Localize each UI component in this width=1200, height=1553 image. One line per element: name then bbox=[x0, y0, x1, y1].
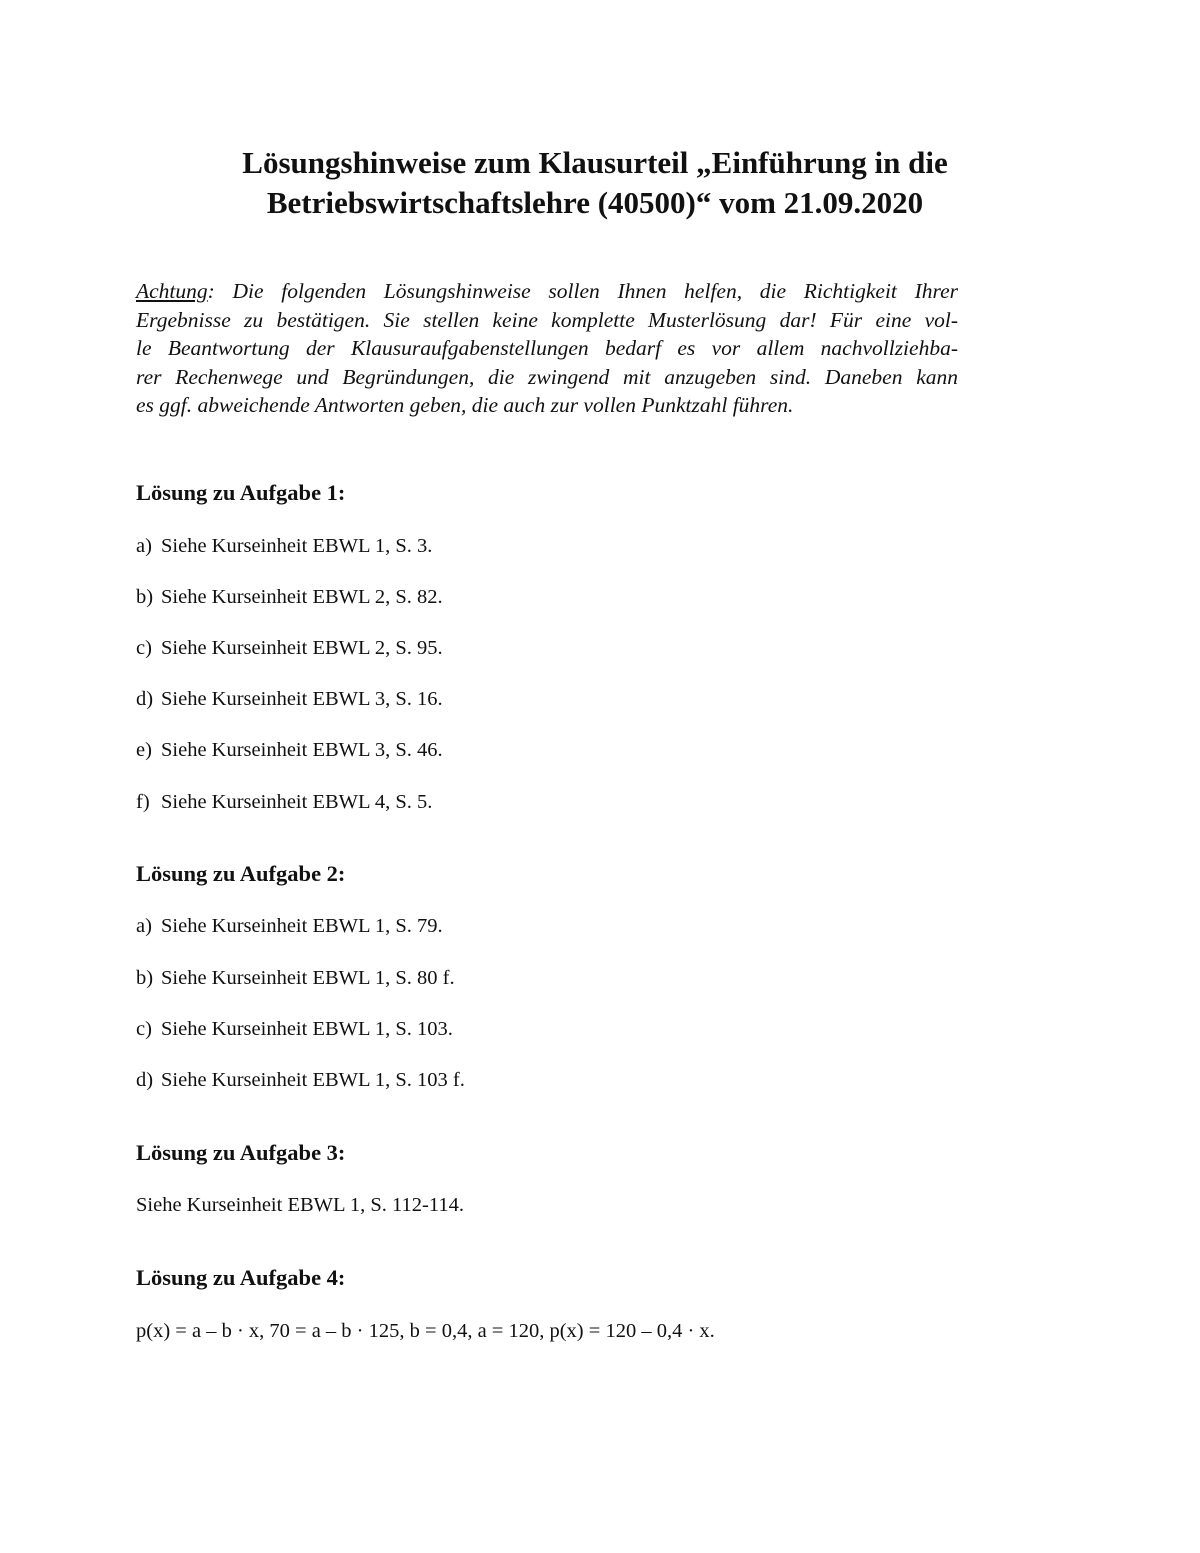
section-heading-aufgabe-4: Lösung zu Aufgabe 4: bbox=[136, 1265, 346, 1290]
notice-line-4: rer Rechenwege und Begründungen, die zwingend mit anzugeben sind. Daneben kann bbox=[136, 364, 958, 389]
item-label: a) bbox=[136, 915, 152, 937]
list-item bbox=[136, 913, 443, 939]
section-heading-aufgabe-2: Lösung zu Aufgabe 2: bbox=[136, 861, 346, 886]
section-text-aufgabe-4: p(x) = a – b · x, 70 = a – b · 125, b = 0,4, a = 120, p(x) = 120 – 0,4 · x. bbox=[136, 1320, 715, 1342]
item-label: e) bbox=[136, 739, 152, 761]
list-item bbox=[136, 1016, 453, 1042]
item-text: Siehe Kurseinheit EBWL 4, S. 5. bbox=[161, 791, 433, 813]
list-item bbox=[136, 686, 443, 712]
notice-line-3: le Beantwortung der Klausuraufgabenstellungen bedarf es vor allem nachvollziehba- bbox=[136, 336, 958, 361]
title-line-2: Betriebswirtschaftslehre (40500)“ vom 21.09.2020 bbox=[266, 185, 924, 220]
item-label: d) bbox=[136, 1069, 154, 1091]
item-text: Siehe Kurseinheit EBWL 1, S. 79. bbox=[161, 915, 443, 937]
item-text: Siehe Kurseinheit EBWL 1, S. 103 f. bbox=[161, 1069, 465, 1091]
item-label: c) bbox=[136, 637, 152, 659]
notice-paragraph bbox=[136, 277, 958, 420]
notice-line-1: : Die folgenden Lösungshinweise sollen Ihnen helfen, die Richtigkeit Ihrer bbox=[207, 279, 958, 303]
notice-label: Achtung bbox=[136, 279, 208, 303]
item-text: Siehe Kurseinheit EBWL 3, S. 16. bbox=[161, 688, 443, 710]
item-text: Siehe Kurseinheit EBWL 2, S. 95. bbox=[161, 637, 443, 659]
notice-line-5: es ggf. abweichende Antworten geben, die auch zur vollen Punktzahl führen. bbox=[136, 393, 794, 418]
list-item bbox=[136, 965, 455, 991]
section-heading-aufgabe-3: Lösung zu Aufgabe 3: bbox=[136, 1140, 346, 1165]
list-item bbox=[136, 737, 443, 763]
title-line-1: Lösungshinweise zum Klausurteil „Einführung in die bbox=[242, 145, 948, 180]
item-label: d) bbox=[136, 688, 154, 710]
item-label: b) bbox=[136, 967, 154, 989]
item-label: a) bbox=[136, 535, 152, 557]
list-item bbox=[136, 1067, 465, 1093]
item-label: f) bbox=[136, 791, 150, 813]
notice-line-2: Ergebnisse zu bestätigen. Sie stellen keine komplette Musterlösung dar! Für eine vol- bbox=[136, 307, 958, 332]
item-text: Siehe Kurseinheit EBWL 1, S. 3. bbox=[161, 535, 433, 557]
section-text-aufgabe-3: Siehe Kurseinheit EBWL 1, S. 112-114. bbox=[136, 1194, 464, 1216]
item-text: Siehe Kurseinheit EBWL 1, S. 80 f. bbox=[161, 967, 455, 989]
item-label: b) bbox=[136, 586, 154, 608]
item-text: Siehe Kurseinheit EBWL 3, S. 46. bbox=[161, 739, 443, 761]
list-item bbox=[136, 789, 432, 815]
item-label: c) bbox=[136, 1018, 152, 1040]
list-item bbox=[136, 635, 443, 661]
item-text: Siehe Kurseinheit EBWL 1, S. 103. bbox=[161, 1018, 453, 1040]
document-title bbox=[120, 143, 1070, 223]
list-item bbox=[136, 584, 443, 610]
item-text: Siehe Kurseinheit EBWL 2, S. 82. bbox=[161, 586, 443, 608]
section-heading-aufgabe-1: Lösung zu Aufgabe 1: bbox=[136, 480, 346, 505]
list-item bbox=[136, 533, 432, 559]
